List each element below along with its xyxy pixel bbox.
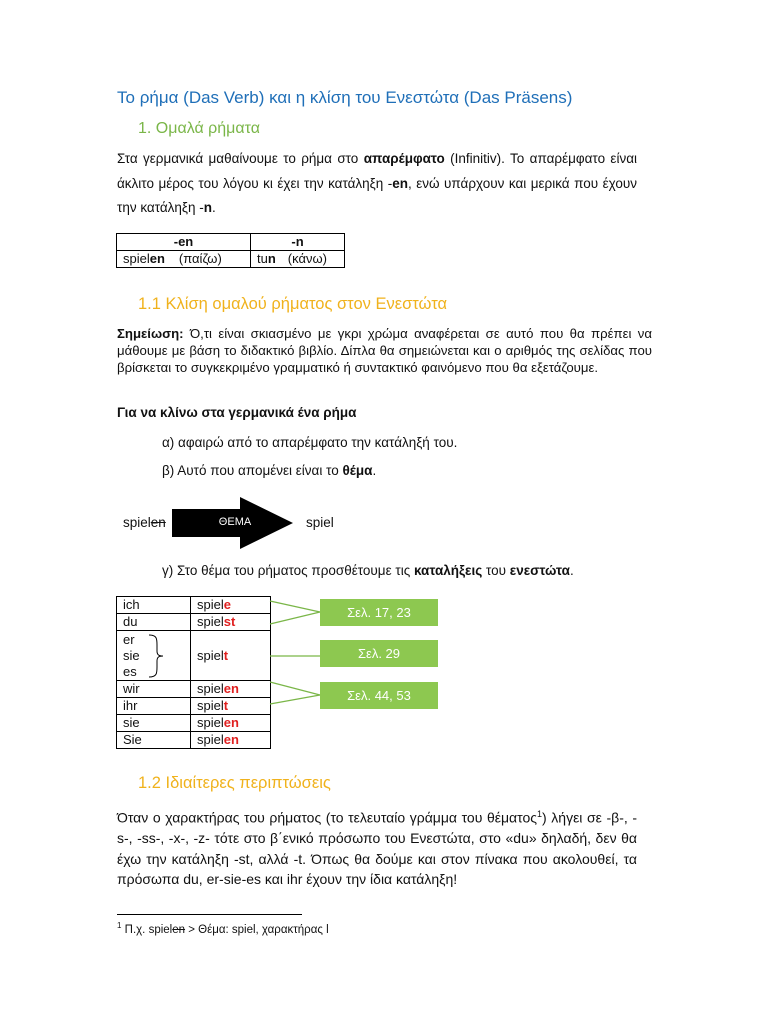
step-c-text: . — [569, 563, 574, 578]
stem: spiel — [197, 715, 224, 730]
pronoun-group-cell — [117, 631, 191, 681]
ending-header-en: -en — [117, 234, 251, 251]
step-c-bold: ενεστώτα — [509, 563, 570, 578]
note-text: Ό,τι είναι σκιασμένο με γκρι χρώμα αναφέρεται σε αυτό που θα πρέπει να μάθουμε με βάση το διδακτικό βιβλίο. Δίπλα θα σημειώνεται και ο αριθμός της σελίδας που βρίσκεται το συγκεκριμένο γραμματικό ή συντακτικό φαινόμενο που θα εξετάζουμε. — [117, 326, 652, 375]
verb-cell — [191, 681, 271, 698]
table-row — [117, 715, 271, 732]
note-label: Σημείωση: — [117, 326, 184, 341]
stem: spiel — [197, 597, 224, 612]
page-ref-box: Σελ. 17, 23 — [320, 599, 438, 626]
stem: spiel — [197, 698, 224, 713]
table-row — [117, 597, 271, 614]
table-row — [117, 698, 271, 715]
howto-heading: Για να κλίνω στα γερμανικά ένα ρήμα — [117, 405, 357, 420]
page-ref-box: Σελ. 44, 53 — [320, 682, 438, 709]
section-heading-special-cases: 1.2 Ιδιαίτερες περιπτώσεις — [138, 774, 331, 792]
stem: spiel — [123, 515, 151, 530]
translation: (παίζω) — [178, 251, 222, 266]
stem: spiel — [123, 251, 150, 266]
verb-cell — [191, 732, 271, 749]
step-c-text: γ) Στο θέμα του ρήματος προσθέτουμε τις — [162, 563, 414, 578]
ending-header-n: -n — [251, 234, 345, 251]
conjugation-table — [116, 596, 271, 749]
pronoun-cell: wir — [117, 681, 191, 698]
arrow-label: ΘΕΜΑ — [218, 516, 252, 528]
footnote-struck: en — [172, 923, 186, 936]
section-heading-conjugation: 1.1 Κλίση ομαλού ρήματος στον Ενεστώτα — [138, 295, 448, 313]
translation: (κάνω) — [287, 251, 327, 266]
step-b-bold: θέμα — [342, 463, 373, 478]
ending: st — [223, 614, 236, 629]
ending: en — [149, 251, 165, 266]
footnote-text: > Θέμα: spiel, χαρακτήρας l — [185, 923, 329, 936]
step-c — [162, 563, 574, 578]
step-c-text: του — [482, 563, 510, 578]
ending: e — [223, 597, 231, 612]
footnote-text: Π.χ. spiel — [121, 923, 173, 936]
verb-cell — [191, 715, 271, 732]
arrow-right-word: spiel — [306, 515, 334, 530]
step-b-end: . — [372, 463, 377, 478]
footnote-divider — [117, 914, 302, 915]
step-c-bold: καταλήξεις — [413, 563, 483, 578]
stem: spiel — [197, 681, 224, 696]
arrow-left-word — [123, 515, 166, 530]
intro-paragraph — [117, 147, 637, 221]
step-b-text: β) Αυτό που απομένει είναι το — [162, 463, 343, 478]
verb-cell — [191, 597, 271, 614]
connector-lines — [268, 595, 324, 720]
table-row — [117, 732, 271, 749]
special-paragraph — [117, 804, 637, 890]
intro-text: , ενώ υπάρχουν και μερικά που έχουν την κατάληξη - — [117, 175, 637, 215]
table-row — [117, 614, 271, 631]
footnote-ref[interactable]: 1 — [537, 809, 543, 819]
footnote — [117, 921, 329, 936]
ending-example-spielen — [117, 251, 251, 268]
intro-text: (Infinitiv). Το απαρέμφατο είναι άκλιτο μέρος του λόγου κι έχει την κατάληξη - — [117, 151, 638, 191]
pronoun-cell: sie — [117, 715, 191, 732]
verb-cell — [191, 698, 271, 715]
page-title: Το ρήμα (Das Verb) και η κλίση του Ενεστώτα (Das Präsens) — [117, 88, 573, 107]
table-row-group — [117, 631, 271, 681]
stem: spiel — [197, 614, 224, 629]
brace-icon — [147, 633, 171, 679]
special-text: ) λήγει σε -β-, -s-, -ss-, -x-, -z- τότε στο β΄ενικό πρόσωπο του Ενεστώτα, στο «du» δηλαδή, δεν θα έχω την κατάληξη -st, αλλά -t. Όπως θα δούμε και στον πίνακα που ακολουθεί, τα πρόσωπα du, er-sie-es και ihr έχουν την ίδια κατάληξη! — [117, 809, 637, 888]
stem: tu — [257, 251, 268, 266]
intro-text: . — [212, 200, 216, 215]
verb-cell — [191, 614, 271, 631]
ending: en — [223, 715, 239, 730]
ending: en — [223, 681, 239, 696]
pronoun-cell: Sie — [117, 732, 191, 749]
ending: t — [223, 647, 229, 663]
pronoun-es: es — [123, 663, 137, 679]
pronoun-cell: du — [117, 614, 191, 631]
stem: spiel — [197, 732, 224, 747]
ending: en — [223, 732, 239, 747]
step-a: α) αφαιρώ από το απαρέμφατο την κατάληξή του. — [162, 435, 458, 450]
pronoun-cell: ich — [117, 597, 191, 614]
section-heading-regular-verbs: 1. Ομαλά ρήματα — [138, 120, 260, 137]
special-text: Όταν ο χαρακτήρας του ρήματος (το τελευταίο γράμμα του θέματος — [117, 809, 538, 826]
page-ref-box: Σελ. 29 — [320, 640, 438, 667]
pronoun-sie: sie — [123, 647, 140, 663]
intro-text: Στα γερμανικά μαθαίνουμε το ρήμα στο — [117, 151, 364, 166]
pronoun-cell: ihr — [117, 698, 191, 715]
verb-cell — [191, 631, 271, 681]
note-paragraph — [117, 325, 652, 376]
table-row — [117, 681, 271, 698]
stem: spiel — [197, 647, 224, 663]
intro-bold-infinitive: απαρέμφατο — [363, 151, 445, 166]
ending-example-tun — [251, 251, 345, 268]
step-b — [162, 463, 376, 478]
footnote-number: 1 — [117, 921, 122, 930]
ending-table — [116, 233, 345, 268]
intro-bold-n: n — [203, 200, 212, 215]
ending: n — [267, 251, 276, 266]
struck-ending: en — [150, 515, 166, 530]
pronoun-er: er — [123, 631, 135, 647]
intro-bold-en: en — [392, 175, 408, 191]
ending: t — [223, 698, 229, 713]
